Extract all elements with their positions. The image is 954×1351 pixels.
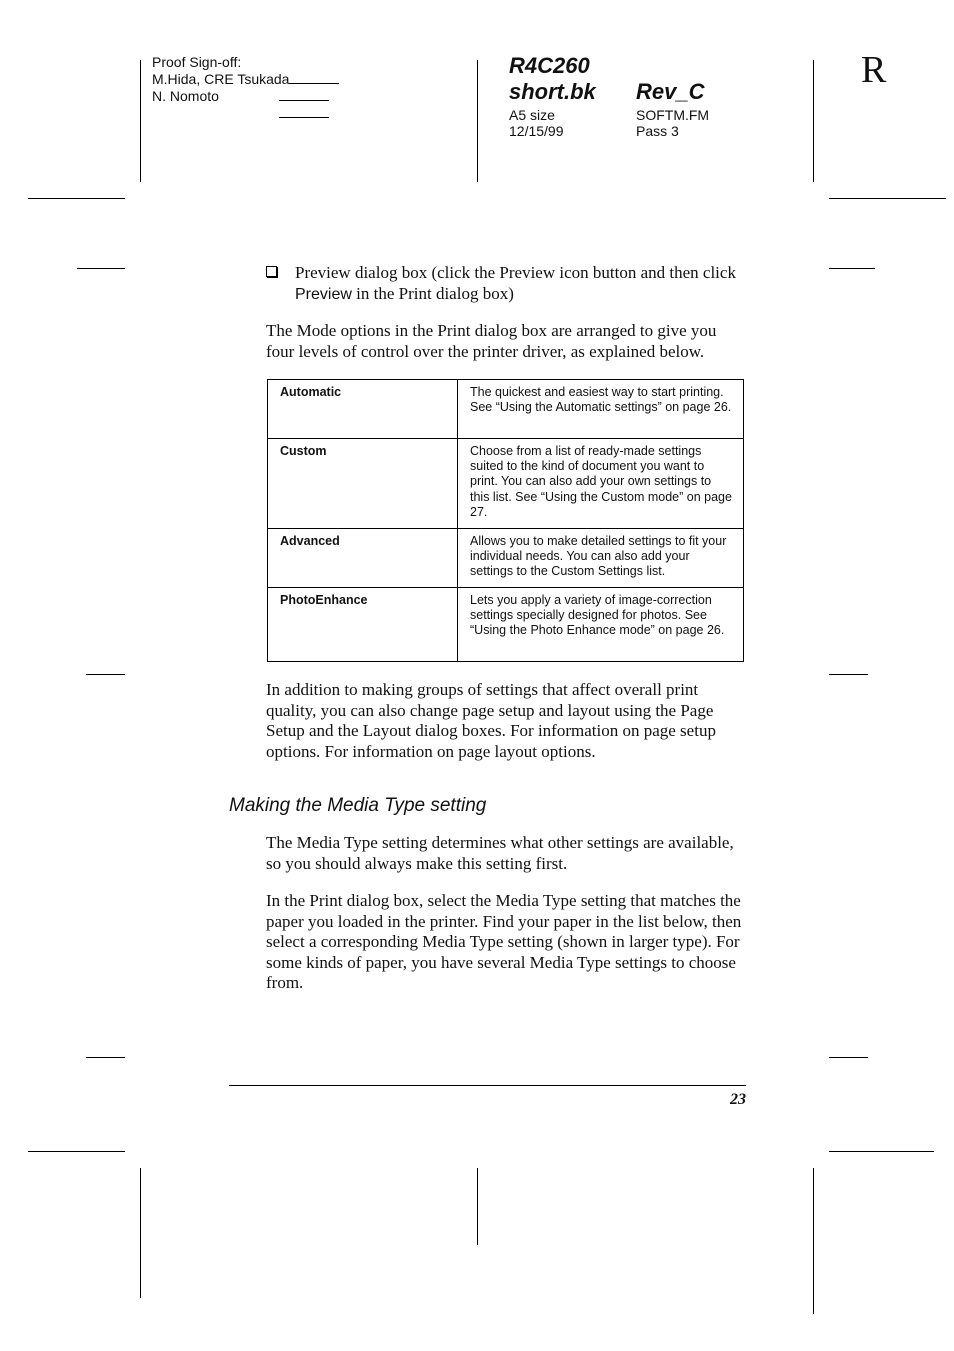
- table-row: [268, 380, 744, 439]
- bullet-text-2: in the Print dialog box): [351, 283, 514, 303]
- signer-3: [152, 105, 339, 122]
- crop-mark: [829, 1057, 868, 1058]
- bullet-text-1: Preview dialog box (click the Preview icon button and then click: [295, 263, 736, 282]
- mode-description: The quickest and easiest way to start printing. See “Using the Automatic settings” on page 26.: [458, 380, 744, 439]
- proof-label: Proof Sign-off:: [152, 54, 242, 70]
- mode-description: Lets you apply a variety of image-correction settings specially designed for photos. See “Using the Photo Enhance mode” on page 26.: [458, 588, 744, 662]
- crop-mark: [140, 60, 141, 182]
- corner-letter: R: [861, 49, 887, 91]
- signature-line-2: [279, 88, 329, 101]
- footer-rule: [229, 1085, 746, 1086]
- crop-mark: [28, 198, 125, 199]
- mode-description: Choose from a list of ready-made settings suited to the kind of document you want to print. You can also add your own settings to this list. See “Using the Custom mode” on page 27.: [458, 439, 744, 529]
- crop-mark: [28, 1151, 125, 1152]
- crop-mark: [477, 1168, 478, 1245]
- crop-mark: [829, 1151, 934, 1152]
- table-row: [268, 529, 744, 588]
- intro-paragraph: The Mode options in the Print dialog box are arranged to give you four levels of control over the printer driver, as explained below.: [266, 321, 717, 361]
- date: 12/15/99: [509, 123, 564, 139]
- file-name: SOFTM.FM: [636, 107, 710, 123]
- mode-name: Automatic: [268, 380, 458, 439]
- book-code: R4C260: [509, 53, 590, 78]
- table-row: [268, 588, 744, 662]
- crop-mark: [829, 268, 875, 269]
- revision: Rev_C: [636, 79, 705, 104]
- mode-name: PhotoEnhance: [268, 588, 458, 662]
- media-paragraph-1: The Media Type setting determines what other settings are available, so you should always make this setting first.: [266, 833, 734, 873]
- signature-line-1: [289, 71, 339, 84]
- checkbox-bullet-icon: [266, 266, 277, 277]
- crop-mark: [813, 60, 814, 182]
- bullet-code-preview: Preview: [295, 285, 352, 303]
- signature-line-3: [279, 105, 329, 118]
- section-heading: Making the Media Type setting: [229, 795, 487, 816]
- page-number: 23: [730, 1091, 746, 1108]
- page-size: A5 size: [509, 107, 555, 123]
- mode-description: Allows you to make detailed settings to fit your individual needs. You can also add your settings to the Custom Settings list.: [458, 529, 744, 588]
- mode-name: Custom: [268, 439, 458, 529]
- signer-1-name: M.Hida, CRE Tsukada: [152, 71, 290, 87]
- crop-mark: [140, 1168, 141, 1298]
- crop-mark: [86, 674, 125, 675]
- signer-2-name: N. Nomoto: [152, 88, 219, 104]
- crop-mark: [77, 268, 125, 269]
- media-paragraph-2: In the Print dialog box, select the Media Type setting that matches the paper you loaded in the printer. Find your paper in the list below, then select a corresponding Media Type setting (shown in larger type). For some kinds of paper, you have several Media Type settings to choose from.: [266, 891, 742, 992]
- signer-1: [152, 71, 339, 88]
- crop-mark: [813, 1168, 814, 1314]
- bullet-item-preview: [295, 263, 750, 305]
- crop-mark: [86, 1057, 125, 1058]
- mode-name: Advanced: [268, 529, 458, 588]
- pass: Pass 3: [636, 123, 679, 139]
- settings-paragraph: In addition to making groups of settings that affect overall print quality, you can also change page setup and layout using the Page Setup and the Layout dialog boxes. For information on page setup options. For information on page layout options.: [266, 680, 716, 761]
- crop-mark: [477, 60, 478, 182]
- crop-mark: [829, 198, 946, 199]
- signer-2: [152, 88, 339, 105]
- crop-mark: [829, 674, 868, 675]
- table-row: [268, 439, 744, 529]
- proof-signoff-block: [152, 54, 339, 122]
- book-name: short.bk: [509, 79, 596, 104]
- mode-options-table: [267, 379, 744, 662]
